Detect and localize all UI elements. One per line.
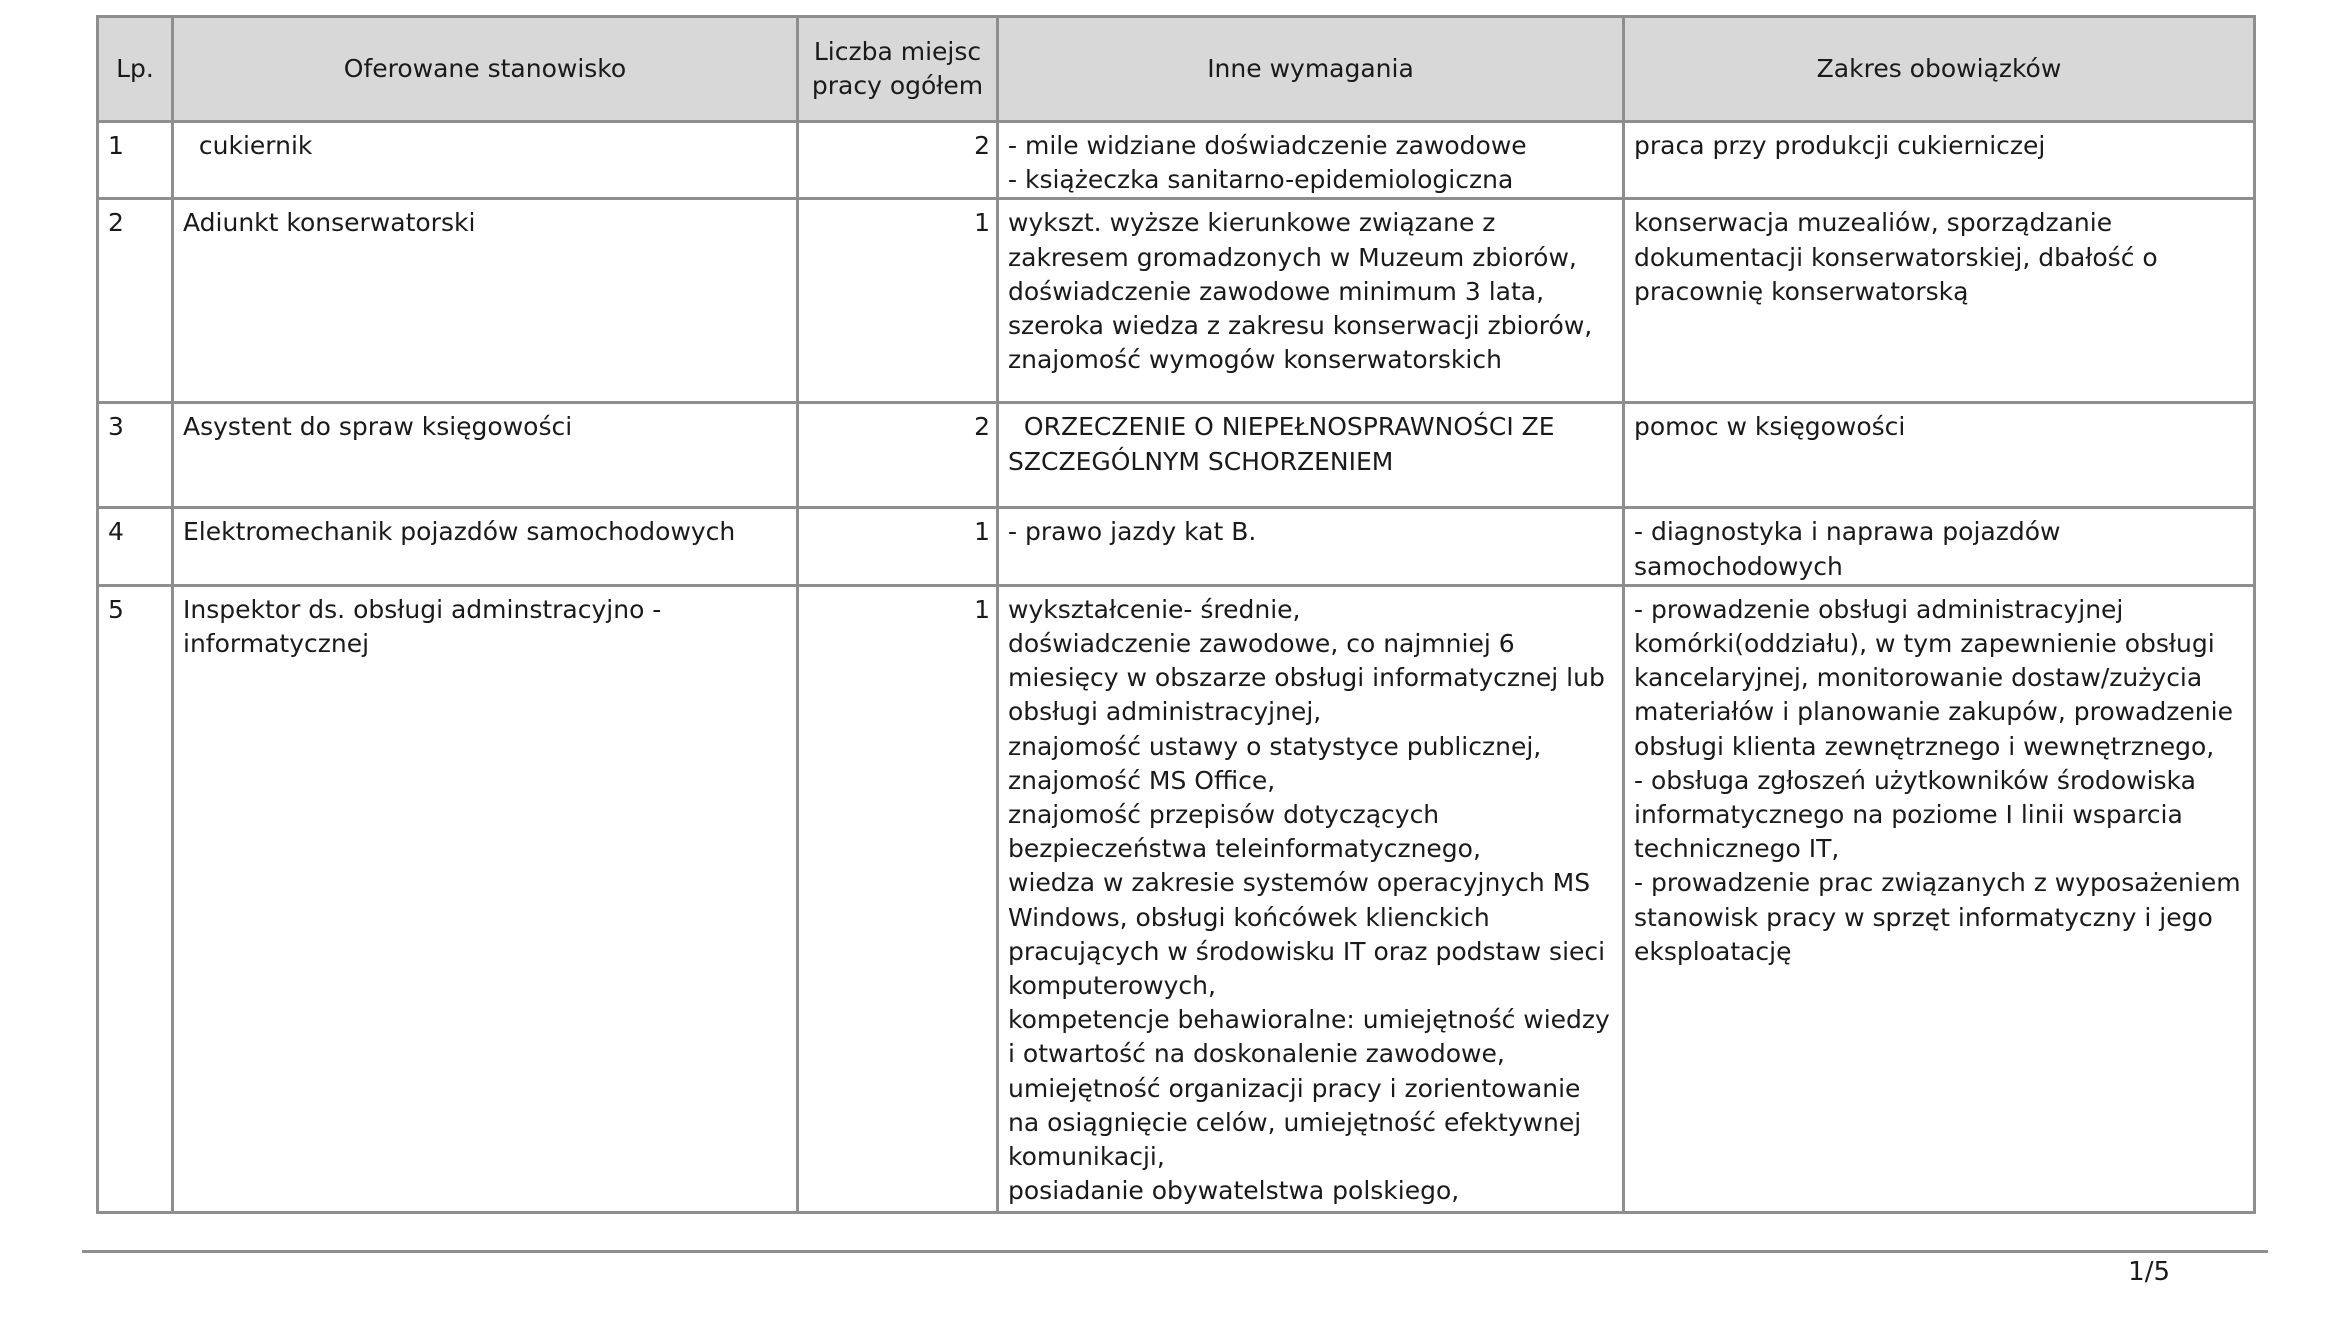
requirement-line: znajomość MS Office, [1008, 765, 1276, 795]
position-text: Elektromechanik pojazdów samochodowych [183, 517, 736, 547]
duty-line: praca przy produkcji cukierniczej [1634, 131, 2046, 160]
row-position [173, 122, 798, 199]
row-position [173, 585, 798, 1212]
requirement-line: znajomość ustawy o statystyce publicznej, [1008, 731, 1542, 761]
duty-line: pomoc w księgowości [1634, 412, 1906, 442]
table-row [98, 122, 2255, 199]
position-text: cukiernik [183, 131, 313, 160]
requirement-line: wiedza w zakresie systemów operacyjnych MS Windows, obsługi końcówek klienckich pracujących w środowisku IT oraz podstaw sieci komputerowych, [1008, 868, 1614, 1001]
requirement-line: kompetencje behawioralne: umiejętność wiedzy i otwartość na doskonalenie zawodowe, umiejętność organizacji pracy i zorientowanie na osiągnięcie celów, umiejętność efektywnej komunikacji, [1008, 1005, 1618, 1172]
header-lp: Lp. [98, 17, 173, 122]
requirement-line: wykszt. wyższe kierunkowe związane z zakresem gromadzonych w Muzeum zbiorów, doświadczenie zawodowe minimum 3 lata, szeroka wiedza z zakresu konserwacji zbiorów, znajomość wymogów konserwatorskich [1008, 208, 1601, 375]
row-lp: 4 [98, 508, 173, 585]
row-duties [1624, 585, 2255, 1212]
row-duties [1624, 122, 2255, 199]
header-requirements: Inne wymagania [998, 17, 1624, 122]
duty-line: - prowadzenie obsługi administracyjnej komórki(oddziału), w tym zapewnienie obsługi kancelaryjnej, monitorowanie dostaw/zużycia materiałów i planowanie zakupów, prowadzenie obsługi klienta zewnętrznego i wewnętrznego, [1634, 594, 2241, 761]
header-count: Liczba miejsc pracy ogółem [798, 17, 998, 122]
row-duties [1624, 403, 2255, 508]
row-count: 1 [798, 585, 998, 1212]
page-number: 1/5 [2128, 1257, 2170, 1287]
row-requirements [998, 122, 1624, 199]
row-count: 1 [798, 508, 998, 585]
row-count: 1 [798, 199, 998, 403]
table-header-row [98, 17, 2255, 122]
table-row [98, 403, 2255, 508]
requirement-line: znajomość przepisów dotyczących bezpieczeństwa teleinformatycznego, [1008, 800, 1481, 864]
row-requirements [998, 508, 1624, 585]
requirement-line: - prawo jazdy kat B. [1008, 517, 1257, 547]
requirement-line: posiadanie obywatelstwa polskiego, [1008, 1176, 1460, 1206]
row-duties [1624, 508, 2255, 585]
duty-line: - obsługa zgłoszeń użytkowników środowiska informatycznego na poziome I linii wsparcia technicznego IT, [1634, 765, 2204, 864]
header-position: Oferowane stanowisko [173, 17, 798, 122]
requirement-line: wykształcenie- średnie, [1008, 594, 1301, 624]
table-row [98, 508, 2255, 585]
row-position [173, 508, 798, 585]
duty-line: konserwacja muzealiów, sporządzanie dokumentacji konserwatorskiej, dbałość o pracownię konserwatorską [1634, 208, 2166, 306]
job-offers-table [96, 15, 2256, 1214]
position-text: Inspektor ds. obsługi adminstracyjno - informatycznej [183, 594, 670, 659]
row-requirements [998, 403, 1624, 508]
row-count: 2 [798, 403, 998, 508]
row-duties [1624, 199, 2255, 403]
position-text: Asystent do spraw księgowości [183, 412, 573, 442]
row-lp: 5 [98, 585, 173, 1212]
row-lp: 1 [98, 122, 173, 199]
position-text: Adiunkt konserwatorski [183, 208, 476, 238]
row-requirements [998, 199, 1624, 403]
row-lp: 3 [98, 403, 173, 508]
header-duties: Zakres obowiązków [1624, 17, 2255, 122]
footer-divider [82, 1250, 2268, 1253]
row-lp: 2 [98, 199, 173, 403]
requirement-line: - książeczka sanitarno-epidemiologiczna [1008, 165, 1514, 195]
table-row [98, 585, 2255, 1212]
requirement-line: ORZECZENIE O NIEPEŁNOSPRAWNOŚCI ZE SZCZEGÓLNYM SCHORZENIEM [1008, 412, 1563, 476]
requirement-line: - mile widziane doświadczenie zawodowe [1008, 131, 1527, 160]
duty-line: - prowadzenie prac związanych z wyposażeniem stanowisk pracy w sprzęt informatyczny i jego eksploatację [1634, 868, 2249, 966]
requirement-line: doświadczenie zawodowe, co najmniej 6 miesięcy w obszarze obsługi informatycznej lub obsługi administracyjnej, [1008, 629, 1613, 727]
row-requirements [998, 585, 1624, 1212]
row-count: 2 [798, 122, 998, 199]
duty-line: - diagnostyka i naprawa pojazdów samochodowych [1634, 517, 2069, 581]
row-position [173, 199, 798, 403]
table-row [98, 199, 2255, 403]
row-position [173, 403, 798, 508]
